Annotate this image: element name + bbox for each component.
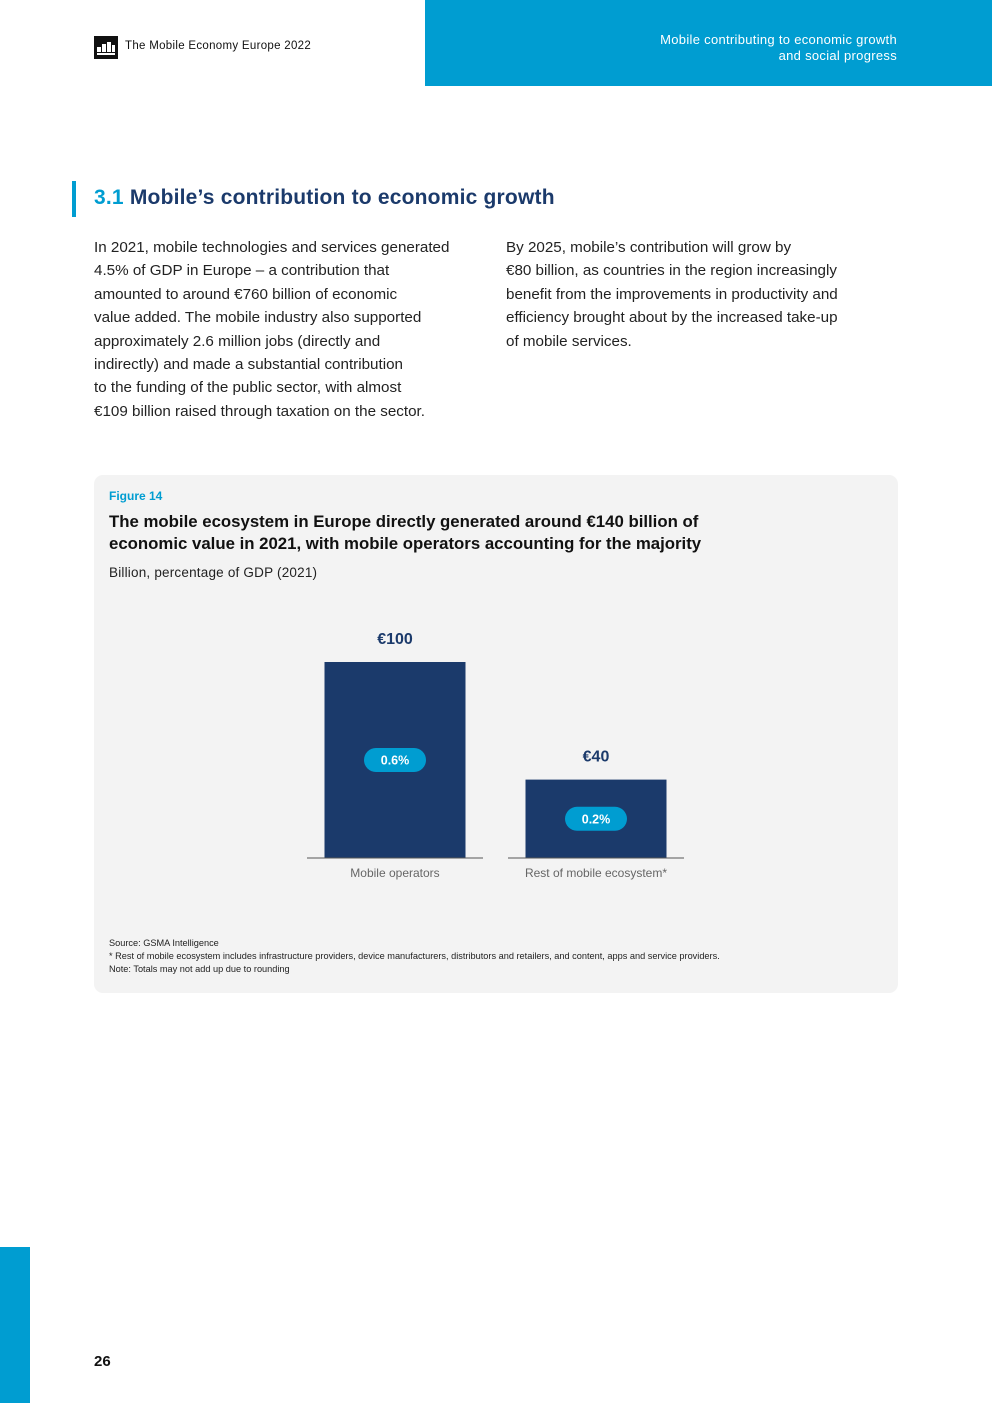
- section-title-line-2: and social progress: [778, 48, 897, 63]
- body-text-right: [506, 236, 898, 353]
- figure-title-line-2: economic value in 2021, with mobile operators accounting for the majority: [109, 534, 702, 553]
- section-number: 3.1: [94, 186, 124, 209]
- body-line: approximately 2.6 million jobs (directly and: [94, 332, 381, 350]
- gdp-share-label: 0.6%: [380, 753, 410, 768]
- figure-note: Note: Totals may not add up due to rounding: [109, 964, 290, 974]
- body-line: value added. The mobile industry also supported: [94, 309, 422, 327]
- data-label: €100: [377, 631, 413, 648]
- category-label: Rest of mobile ecosystem*: [524, 866, 668, 880]
- figure-panel: [94, 475, 898, 993]
- body-line: €80 billion, as countries in the region increasingly: [506, 262, 837, 280]
- section-title: [477, 32, 897, 64]
- body-line: benefit from the improvements in productivity and: [506, 285, 838, 303]
- body-line: to the funding of the public sector, with almost: [94, 379, 402, 397]
- body-line: amounted to around €760 billion of economic: [94, 285, 398, 303]
- figure-subtitle: Billion, percentage of GDP (2021): [109, 565, 318, 580]
- body-text-left: [94, 236, 484, 423]
- figure-notes: [109, 937, 720, 976]
- section-heading-text: Mobile’s contribution to economic growth: [129, 186, 555, 209]
- figure-label: Figure 14: [109, 489, 163, 503]
- page-number: 26: [94, 1353, 111, 1370]
- body-line: In 2021, mobile technologies and services generated: [94, 239, 450, 256]
- figure-footnote: * Rest of mobile ecosystem includes infrastructure providers, device manufacturers, distributors and retailers, and content, apps and service providers.: [109, 951, 720, 961]
- bar-chart: [94, 475, 898, 915]
- body-line: efficiency brought about by the increased take-up: [506, 309, 838, 327]
- figure-source: Source: GSMA Intelligence: [109, 938, 219, 948]
- report-logo-icon: [94, 36, 118, 59]
- body-line: €109 billion raised through taxation on the sector.: [94, 402, 425, 420]
- gdp-share-label: 0.2%: [581, 812, 611, 827]
- body-line: of mobile services.: [506, 332, 632, 350]
- section-accent-bar: [72, 181, 76, 217]
- category-label: Mobile operators: [350, 866, 440, 880]
- section-heading: [94, 186, 555, 210]
- section-title-line-1: Mobile contributing to economic growth: [660, 32, 897, 47]
- side-accent-band: [0, 1247, 30, 1403]
- body-line: By 2025, mobile’s contribution will grow by: [506, 239, 792, 256]
- body-line: 4.5% of GDP in Europe – a contribution that: [94, 262, 390, 280]
- body-line: indirectly) and made a substantial contribution: [94, 356, 403, 374]
- figure-title-line-1: The mobile ecosystem in Europe directly generated around €140 billion of: [109, 512, 699, 531]
- document-title: The Mobile Economy Europe 2022: [125, 40, 312, 52]
- data-label: €40: [582, 748, 610, 766]
